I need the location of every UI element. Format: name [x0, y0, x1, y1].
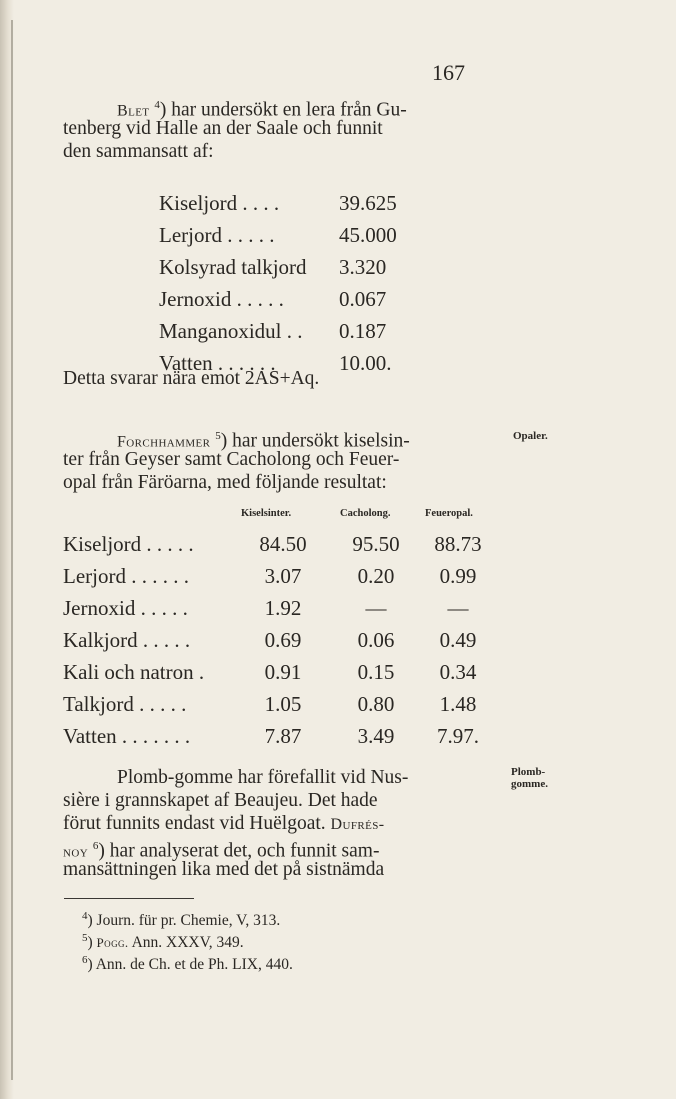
footnote-rule — [64, 898, 194, 899]
column-header: Cacholong. — [340, 508, 391, 519]
text-line: förut funnits endast vid Huëlgoat. — [63, 813, 326, 834]
page-number: 167 — [432, 60, 465, 85]
footnote: $^5$) Pogg. Ann. XXXV, 349. — [82, 932, 244, 952]
margin-note-plomb: Plomb- gomme. — [511, 766, 548, 790]
text-line: den sammansatt af: — [63, 141, 214, 162]
column-header: Feueropal. — [425, 508, 473, 519]
author-name: Dufrés- — [330, 816, 385, 833]
composition-table-2: Kiselsinter. Cacholong. Feueropal. Kiseljord . . . . . 84.50 95.50 88.73 Lerjord . . . . . . 3.07 0.20 0.99 Jernoxid . . . . . 1.92 — — Kalkjord . . . . . 0.69 0.06 0.49 Kali och natron . 0.91 0.15 0.34 Talkjord . . . . . 1.05 0.80 1.48 Vatten . . . . . . . 7.87 3.49 7.97. — [63, 508, 482, 748]
footnote: $^4$) Journ. für pr. Chemie, V, 313. — [82, 910, 281, 930]
text-line: tenberg vid Halle an der Saale och funnit — [63, 118, 383, 139]
footnote-ref: 6 — [92, 840, 99, 852]
footnote: $^6$) Ann. de Ch. et de Ph. LIX, 440. — [82, 954, 293, 974]
paragraph-dufresnoy-line: noy $^6$) har analyserat det, och funnit sam- — [63, 840, 380, 862]
footnote-ref: 4 — [154, 99, 160, 111]
formula-line: Detta svarar nära emot 2AS+Aq. — [63, 368, 320, 389]
text-line: har undersökt kiselsin- — [232, 430, 410, 452]
margin-note-opaler: Opaler. — [513, 430, 548, 442]
spine-edge — [11, 20, 13, 1080]
text-line: sière i grannskapet af Beaujeu. Det hade — [63, 790, 378, 811]
text-line: mansättningen lika med det på sistnämda — [63, 859, 385, 880]
text-line: har undersökt en lera från Gu- — [171, 99, 407, 121]
text-line: har analyserat det, och funnit sam- — [109, 840, 380, 862]
footnote-ref: 5 — [215, 430, 221, 442]
text-line: opal från Färöarna, med följande resultat: — [63, 472, 387, 493]
author-name: noy — [63, 843, 89, 861]
author-name: Blet — [117, 102, 150, 120]
paragraph-dufresnoy-line — [63, 812, 384, 836]
composition-table-1: Kiseljord . . . . 39.625 Lerjord . . . . . 45.000 Kolsyrad talkjord 3.320 Jernoxid . . . . . 0.067 Manganoxidul . . 0.187 Vatten . . . . . . 10.00. — [159, 191, 397, 375]
text-line: Plomb-gomme har förefallit vid Nus- — [117, 767, 409, 788]
column-header: Kiselsinter. — [241, 508, 292, 519]
author-name: Forchhammer — [117, 433, 211, 451]
paragraph-forchhammer: Forchhammer $^5$) har undersökt kiselsin- — [117, 430, 410, 452]
text-line: ter från Geyser samt Cacholong och Feuer- — [63, 449, 400, 470]
paragraph-blet: Blet $^4$) har undersökt en lera från Gu- — [117, 99, 407, 121]
